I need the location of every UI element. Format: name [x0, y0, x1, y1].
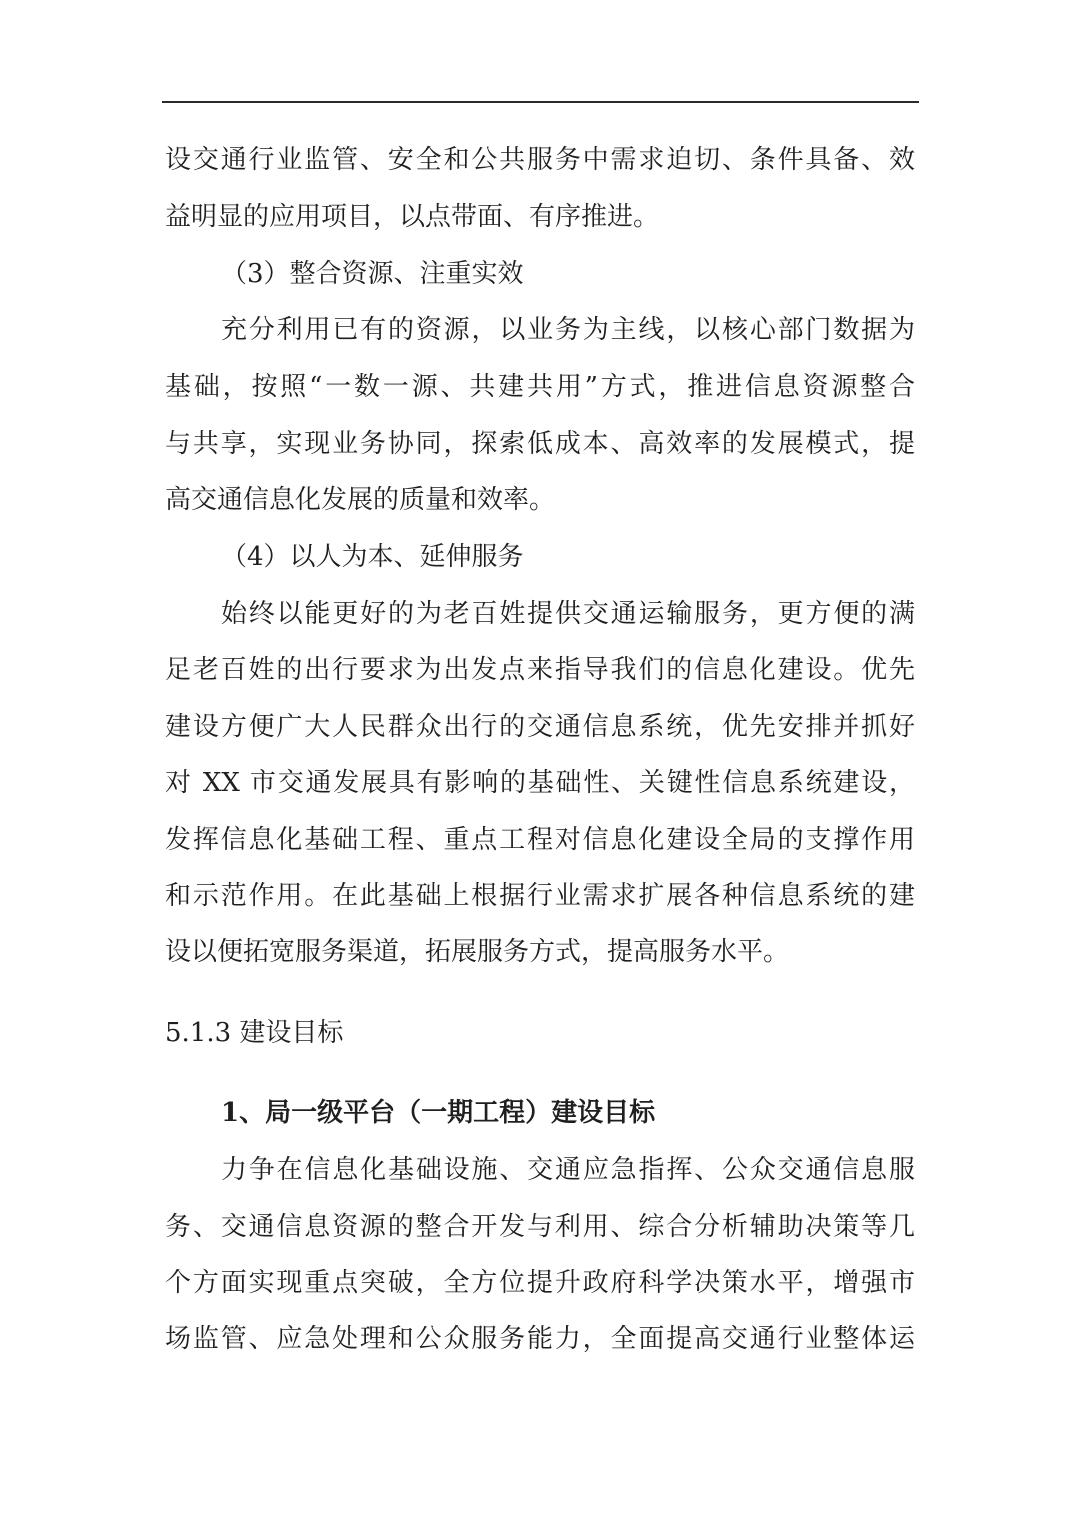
- subsection-heading: 1、局一级平台（一期工程）建设目标: [221, 1098, 656, 1128]
- paragraph-line: 发挥信息化基础工程、重点工程对信息化建设全局的支撑作用: [165, 825, 915, 855]
- paragraph-line: 务、交通信息资源的整合开发与利用、综合分析辅助决策等几: [165, 1212, 915, 1242]
- header-rule: [162, 101, 919, 103]
- paragraph-line: 与共享，实现业务协同，探索低成本、高效率的发展模式，提: [165, 429, 915, 459]
- paragraph-line: 力争在信息化基础设施、交通应急指挥、公众交通信息服: [221, 1155, 915, 1185]
- paragraph-line: 基础，按照“一数一源、共建共用”方式，推进信息资源整合: [165, 372, 915, 402]
- paragraph-line: 场监管、应急处理和公众服务能力，全面提高交通行业整体运: [165, 1324, 915, 1354]
- item-heading-3: （3）整合资源、注重实效: [221, 259, 524, 289]
- paragraph-line: 和示范作用。在此基础上根据行业需求扩展各种信息系统的建: [165, 881, 915, 911]
- paragraph-line: 对 XX 市交通发展具有影响的基础性、关键性信息系统建设，: [165, 768, 915, 798]
- paragraph-line: 充分利用已有的资源，以业务为主线，以核心部门数据为: [221, 315, 915, 345]
- paragraph-line: 足老百姓的出行要求为出发点来指导我们的信息化建设。优先: [165, 655, 915, 685]
- item-heading-4: （4）以人为本、延伸服务: [221, 542, 524, 572]
- paragraph-line: 个方面实现重点突破，全方位提升政府科学决策水平，增强市: [165, 1268, 915, 1298]
- paragraph-line: 设交通行业监管、安全和公共服务中需求迫切、条件具备、效: [165, 145, 915, 175]
- paragraph-line: 始终以能更好的为老百姓提供交通运输服务，更方便的满: [221, 599, 915, 629]
- section-heading: 5.1.3 建设目标: [165, 1018, 344, 1048]
- paragraph-line: 益明显的应用项目，以点带面、有序推进。: [165, 202, 660, 232]
- paragraph-line: 设以便拓宽服务渠道，拓展服务方式，提高服务水平。: [165, 937, 790, 967]
- paragraph-line: 高交通信息化发展的质量和效率。: [165, 485, 556, 515]
- paragraph-line: 建设方便广大人民群众出行的交通信息系统，优先安排并抓好: [165, 712, 915, 742]
